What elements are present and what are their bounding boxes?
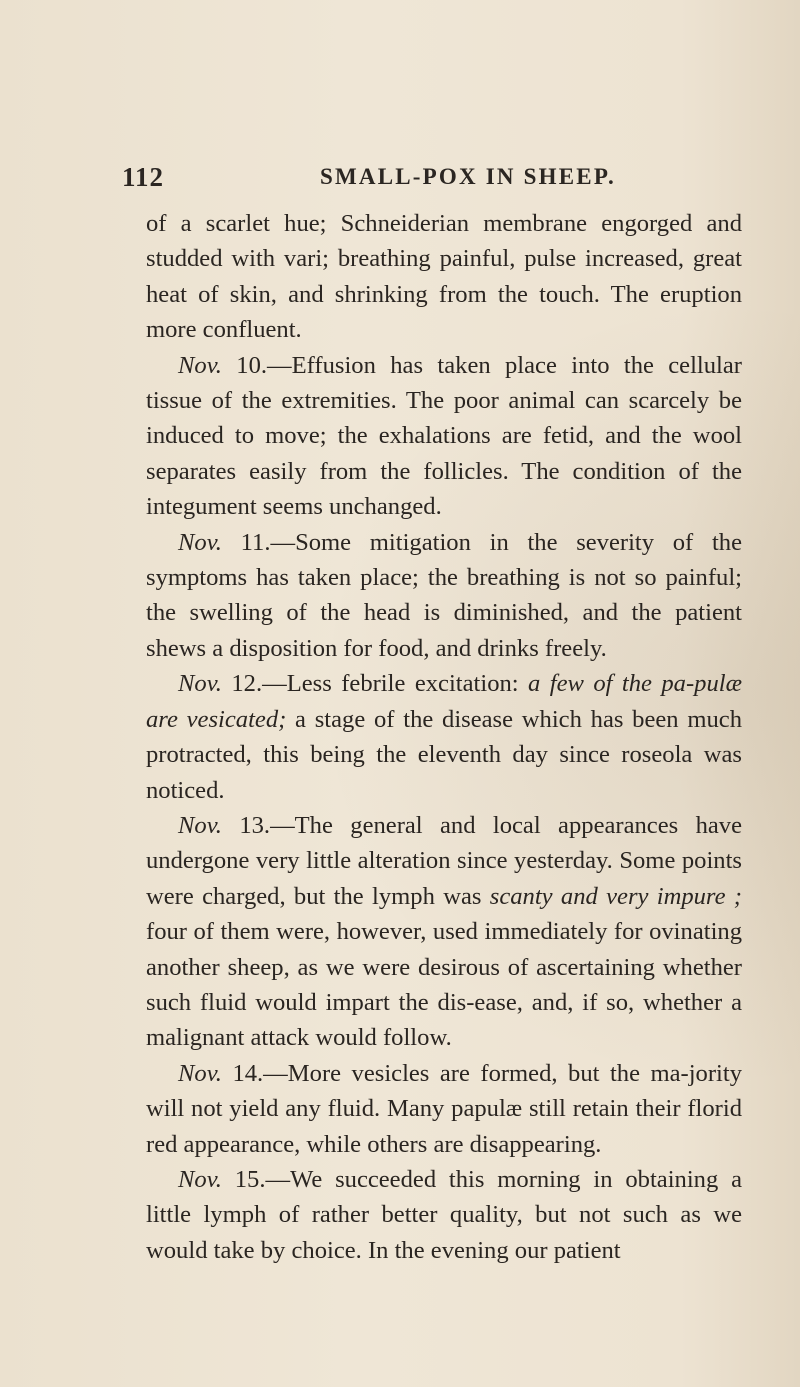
running-head: SMALL-POX IN SHEEP. — [320, 164, 616, 189]
entry-nov-15 — [146, 1162, 742, 1268]
entry-date: Nov. — [178, 811, 222, 839]
entry-text: a stage of the disease which has been much protracted, this being the eleventh day since roseola was noticed. — [146, 705, 742, 804]
entry-italic-text: scanty and very impure ; — [489, 882, 742, 910]
paragraph-text: of a scarlet hue; Schneiderian membrane engorged and studded with vari; breathing painful, pulse increased, great heat of skin, and shrinking from the touch. The eruption more confluent. — [146, 210, 742, 344]
entry-nov-14 — [146, 1056, 742, 1162]
entry-date: Nov. — [178, 351, 222, 379]
entry-text: 12.—Less febrile excitation: — [221, 670, 529, 698]
entry-italic-text: a few of the pa-pulæ are vesicated; — [146, 670, 742, 733]
entry-date: Nov. — [178, 1059, 222, 1087]
entry-nov-12 — [146, 666, 742, 808]
entry-date: Nov. — [178, 1165, 222, 1193]
entry-text: 15.—We succeeded this morning in obtaining a little lymph of rather better quality, but not such as we would take by choice. In the evening our patient — [146, 1165, 742, 1264]
entry-nov-10 — [146, 348, 742, 525]
entry-text: 14.—More vesicles are formed, but the ma-jority will not yield any fluid. Many papulæ still retain their florid red appearance, while others are disappearing. — [146, 1059, 742, 1158]
entry-nov-13 — [146, 808, 742, 1056]
body-text — [146, 206, 742, 1268]
page-number: 112 — [122, 162, 165, 192]
entry-text: 13.—The general and local appearances have undergone very little alteration since yesterday. Some points were charged, but the lymph was — [146, 811, 742, 910]
page-header — [122, 162, 742, 202]
entry-text: 10.—Effusion has taken place into the cellular tissue of the extremities. The poor animal can scarcely be induced to move; the exhalations are fetid, and the wool separates easily from the follicles. The condition of the integument seems unchanged. — [146, 351, 742, 521]
entry-date: Nov. — [178, 528, 222, 556]
entry-nov-11 — [146, 525, 742, 667]
entry-date: Nov. — [178, 670, 222, 698]
entry-text: 11.—Some mitigation in the severity of the symptoms has taken place; the breathing is not so painful; the swelling of the head is diminished, and the patient shews a disposition for food, and drinks freely. — [146, 528, 742, 662]
paragraph-continuation — [146, 206, 742, 348]
entry-text: four of them were, however, used immediately for ovinating another sheep, as we were desirous of ascertaining whether such fluid would impart the dis-ease, and, if so, whether a malignant attack would follow. — [146, 918, 742, 1052]
